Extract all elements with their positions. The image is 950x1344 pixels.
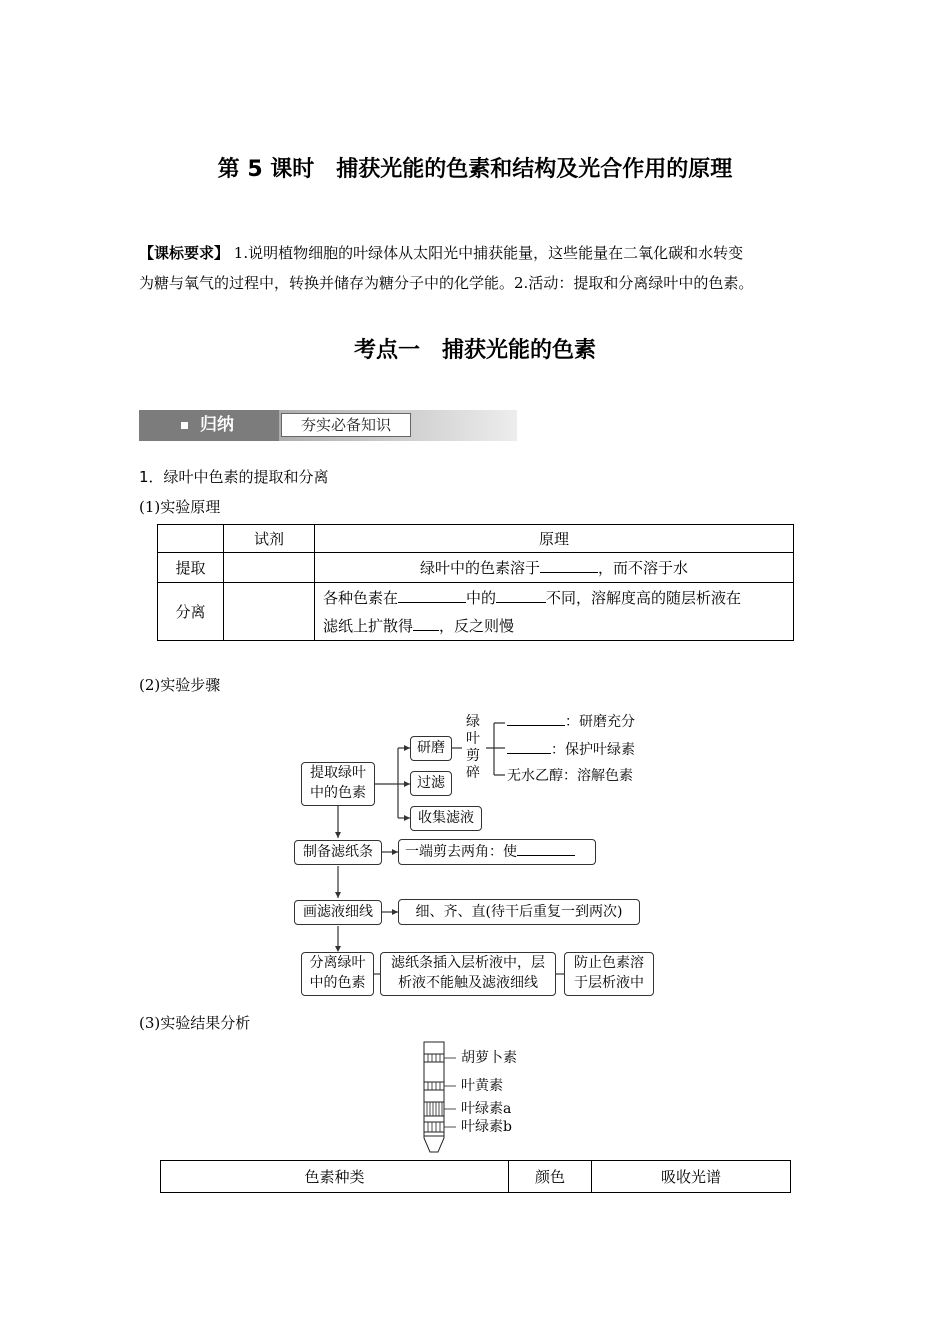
box-line: 滤纸条插入层析液中，层 (391, 955, 545, 971)
text-segment: 绿叶中的色素溶于 (419, 559, 540, 577)
draw-line-note: 细、齐、直(待干后重复一到两次) (398, 899, 640, 925)
row-label: 分离 (158, 583, 224, 641)
branch-grind-note (507, 710, 635, 732)
banner-left-text: 归纳 (200, 415, 234, 435)
text-segment: 不同，溶解度高的随层析液在 (546, 588, 742, 607)
pigment-label-chlorophyll-b: 叶绿素b (461, 1119, 512, 1135)
answer-blank (507, 738, 551, 754)
step-separate-pigments (301, 952, 374, 996)
branch-protect-note (507, 738, 635, 760)
box-line: 中的色素 (310, 785, 366, 801)
text-segment: ，反之则慢 (439, 616, 515, 635)
subheading-results: (3)实验结果分析 (139, 1014, 251, 1032)
requirement-line-1: 1.说明植物细胞的叶绿体从太阳光中捕获能量，这些能量在二氧化碳和水转变 (233, 244, 744, 262)
text-segment: ：保护叶绿素 (551, 742, 635, 758)
separate-purpose-note (564, 952, 654, 996)
heading-1: 1．绿叶中色素的提取和分离 (139, 468, 329, 486)
chromatography-strip-icon (418, 1040, 458, 1155)
char: 剪 (466, 748, 480, 764)
step-prepare-paper: 制备滤纸条 (294, 840, 382, 865)
step-extract-pigments (301, 762, 375, 806)
text-segment: 中的 (466, 588, 497, 607)
text-segment: ：研磨充分 (565, 714, 635, 730)
requirement-line-2: 为糖与氧气的过程中，转换并储存为糖分子中的化学能。2.活动：提取和分离绿叶中的色素。 (139, 274, 754, 292)
step-filter: 过滤 (410, 771, 452, 796)
text-segment: 一端剪去两角：使 (405, 844, 517, 860)
page-title: 第 5 课时 捕获光能的色素和结构及光合作用的原理 (217, 157, 733, 182)
box-line: 分离绿叶 (309, 955, 366, 971)
text-segment: 各种色素在 (323, 588, 399, 607)
table-header-cell: 吸收光谱 (592, 1161, 791, 1193)
box-line: 于层析液中 (574, 975, 644, 991)
branch-ethanol-note: 无水乙醇：溶解色素 (507, 768, 633, 784)
answer-blank (517, 840, 575, 856)
row-label: 提取 (158, 553, 224, 583)
answer-blank (507, 710, 565, 726)
pigment-label-carotene: 胡萝卜素 (461, 1050, 517, 1066)
table-header-cell: 原理 (315, 525, 794, 553)
leaf-cut-label (466, 714, 480, 782)
banner-right-text: 夯实必备知识 (281, 413, 411, 437)
pigment-table (160, 1160, 791, 1193)
prepare-paper-note (398, 839, 596, 865)
box-line: 防止色素溶 (574, 955, 644, 971)
table-header-cell: 色素种类 (161, 1161, 509, 1193)
section-title: 考点一 捕获光能的色素 (353, 338, 596, 363)
box-line: 提取绿叶 (310, 765, 366, 781)
pigment-label-xanthophyll: 叶黄素 (461, 1078, 503, 1094)
table-header-cell: 试剂 (224, 525, 315, 553)
char: 叶 (466, 731, 480, 747)
pigment-label-chlorophyll-a: 叶绿素a (461, 1101, 512, 1117)
box-line: 析液不能触及滤液细线 (398, 975, 538, 991)
step-draw-line: 画滤液细线 (294, 900, 382, 925)
text-segment: ，而不溶于水 (598, 559, 689, 577)
char: 碎 (466, 765, 480, 781)
table-header-cell: 颜色 (509, 1161, 592, 1193)
step-collect-filtrate: 收集滤液 (410, 806, 482, 831)
step-grind: 研磨 (410, 736, 452, 761)
separate-note (380, 952, 556, 996)
requirement-tag: 【课标要求】 (139, 244, 230, 262)
text-segment: 滤纸上扩散得 (323, 616, 414, 635)
subheading-steps: (2)实验步骤 (139, 676, 221, 694)
subheading-principle: (1)实验原理 (139, 498, 221, 516)
char: 绿 (466, 714, 480, 730)
box-line: 中的色素 (309, 975, 366, 991)
